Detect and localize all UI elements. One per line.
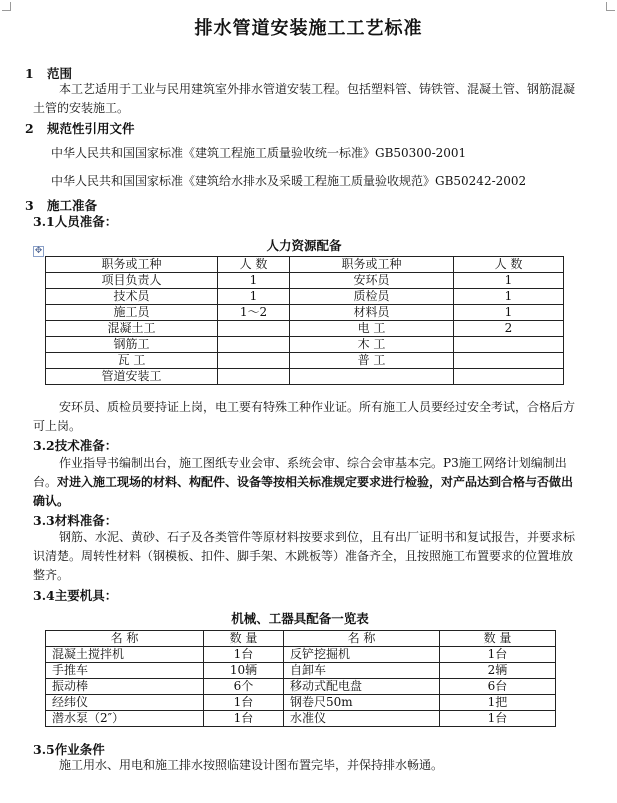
table-cell <box>218 321 290 337</box>
subsection-heading: 3.4主要机具： <box>33 588 118 603</box>
subsection-heading: 3.5作业条件 <box>33 742 105 757</box>
table-cell: 1 <box>454 305 564 321</box>
table-header-row <box>46 257 564 273</box>
table-cell: 移动式配电盘 <box>284 679 440 695</box>
subsection-heading: 3.3材料准备： <box>33 513 118 528</box>
column-header: 职务或工种 <box>290 257 454 273</box>
section-heading <box>25 119 135 137</box>
table-row <box>46 337 564 353</box>
table-cell: 1 <box>218 273 290 289</box>
table-cell <box>454 337 564 353</box>
equipment-table <box>45 630 556 727</box>
table-cell: 电 工 <box>290 321 454 337</box>
table-cell: 瓦 工 <box>46 353 218 369</box>
table-row <box>46 273 564 289</box>
table-row <box>46 663 556 679</box>
table-cell: 水准仪 <box>284 711 440 727</box>
table-cell: 1 <box>218 289 290 305</box>
table-cell: 1把 <box>440 695 556 711</box>
table-cell: 质检员 <box>290 289 454 305</box>
table-row <box>46 321 564 337</box>
table-row <box>46 679 556 695</box>
margin-corner-mark <box>2 2 11 11</box>
table-cell: 1台 <box>440 711 556 727</box>
table-cell: 振动棒 <box>46 679 204 695</box>
reference-item: 中华人民共和国国家标准《建筑工程施工质量验收统一标准》GB50300-2001 <box>51 146 467 160</box>
column-header: 人 数 <box>218 257 290 273</box>
column-header: 职务或工种 <box>46 257 218 273</box>
column-header: 名 称 <box>46 631 204 647</box>
table-cell: 混凝土搅拌机 <box>46 647 204 663</box>
table-cell: 经纬仪 <box>46 695 204 711</box>
column-header: 人 数 <box>454 257 564 273</box>
table-cell: 自卸车 <box>284 663 440 679</box>
table-cell <box>290 369 454 385</box>
table-cell <box>218 337 290 353</box>
paragraph-text: 作业指导书编制出台，施工图纸专业会审、系统会审、综合会审基本完。P3施工网络计划编制出台。 <box>33 456 567 489</box>
paragraph: 本工艺适用于工业与民用建筑室外排水管道安装工程。包括塑料管、铸铁管、混凝土管、钢筋混凝土管的安装施工。 <box>33 82 576 115</box>
table-cell: 1台 <box>204 695 284 711</box>
table-cell: 混凝土工 <box>46 321 218 337</box>
table-cell: 1台 <box>440 647 556 663</box>
section-title: 施工准备 <box>47 198 98 213</box>
table-cell: 6个 <box>204 679 284 695</box>
table-cell: 技术员 <box>46 289 218 305</box>
table-cell: 木 工 <box>290 337 454 353</box>
table-row <box>46 695 556 711</box>
paragraph-bold-text: 对进入施工现场的材料、构配件、设备等按相关标准规定要求进行检验，对产品达到合格与否做出确认。 <box>33 475 574 508</box>
subsection-heading: 3.2技术准备： <box>33 438 118 453</box>
table-cell: 材料员 <box>290 305 454 321</box>
table-cell: 1台 <box>204 711 284 727</box>
table-row <box>46 369 564 385</box>
table-cell: 手推车 <box>46 663 204 679</box>
table-cell <box>218 369 290 385</box>
table-cell: 2辆 <box>440 663 556 679</box>
paragraph: 安环员、质检员要持证上岗，电工要有特殊工种作业证。所有施工人员要经过安全考试，合格后方可上岗。 <box>33 400 576 433</box>
table-cell: 2 <box>454 321 564 337</box>
section-title: 规范性引用文件 <box>47 121 135 136</box>
column-header: 名 称 <box>284 631 440 647</box>
table-cell: 1台 <box>204 647 284 663</box>
table-cell: 反铲挖掘机 <box>284 647 440 663</box>
margin-corner-mark <box>606 2 615 11</box>
table-row <box>46 711 556 727</box>
paragraph <box>33 454 579 511</box>
table-cell <box>454 369 564 385</box>
table-move-handle-icon[interactable]: ✥ <box>34 246 43 256</box>
section-number: 1 <box>25 66 34 81</box>
table-cell: 钢筋工 <box>46 337 218 353</box>
table-row <box>46 289 564 305</box>
table-header-row <box>46 631 556 647</box>
table-cell: 10辆 <box>204 663 284 679</box>
table-row <box>46 353 564 369</box>
paragraph: 施工用水、用电和施工排水按照临建设计图布置完毕，并保持排水畅通。 <box>59 758 444 772</box>
section-number: 3 <box>25 198 34 213</box>
table-cell: 普 工 <box>290 353 454 369</box>
table-cell: 6台 <box>440 679 556 695</box>
table-cell: 1 <box>454 289 564 305</box>
paragraph: 钢筋、水泥、黄砂、石子及各类管件等原材料按要求到位，且有出厂证明书和复试报告，并要求标识清楚。周转性材料（钢模板、扣件、脚手架、木跳板等）准备齐全，且按照施工布置要求的位置堆放整齐。 <box>33 530 576 582</box>
table-cell: 1 <box>454 273 564 289</box>
table-title: 机械、工器具配备一览表 <box>231 611 369 626</box>
reference-item: 中华人民共和国国家标准《建筑给水排水及采暖工程施工质量验收规范》GB50242-2002 <box>51 174 527 188</box>
table-cell: 项目负责人 <box>46 273 218 289</box>
subsection-heading: 3.1人员准备： <box>33 214 118 229</box>
table-title: 人力资源配备 <box>266 238 342 253</box>
table-cell: 施工员 <box>46 305 218 321</box>
table-cell <box>218 353 290 369</box>
document-title: 排水管道安装施工工艺标准 <box>194 18 423 39</box>
table-cell: 钢卷尺50m <box>284 695 440 711</box>
table-row <box>46 305 564 321</box>
table-cell <box>454 353 564 369</box>
table-cell: 潜水泵（2″） <box>46 711 204 727</box>
table-row <box>46 647 556 663</box>
column-header: 数 量 <box>204 631 284 647</box>
table-cell: 管道安装工 <box>46 369 218 385</box>
section-number: 2 <box>25 121 34 136</box>
column-header: 数 量 <box>440 631 556 647</box>
table-cell: 1～2 <box>218 305 290 321</box>
section-title: 范围 <box>47 66 73 81</box>
table-cell: 安环员 <box>290 273 454 289</box>
staffing-table <box>45 256 564 385</box>
